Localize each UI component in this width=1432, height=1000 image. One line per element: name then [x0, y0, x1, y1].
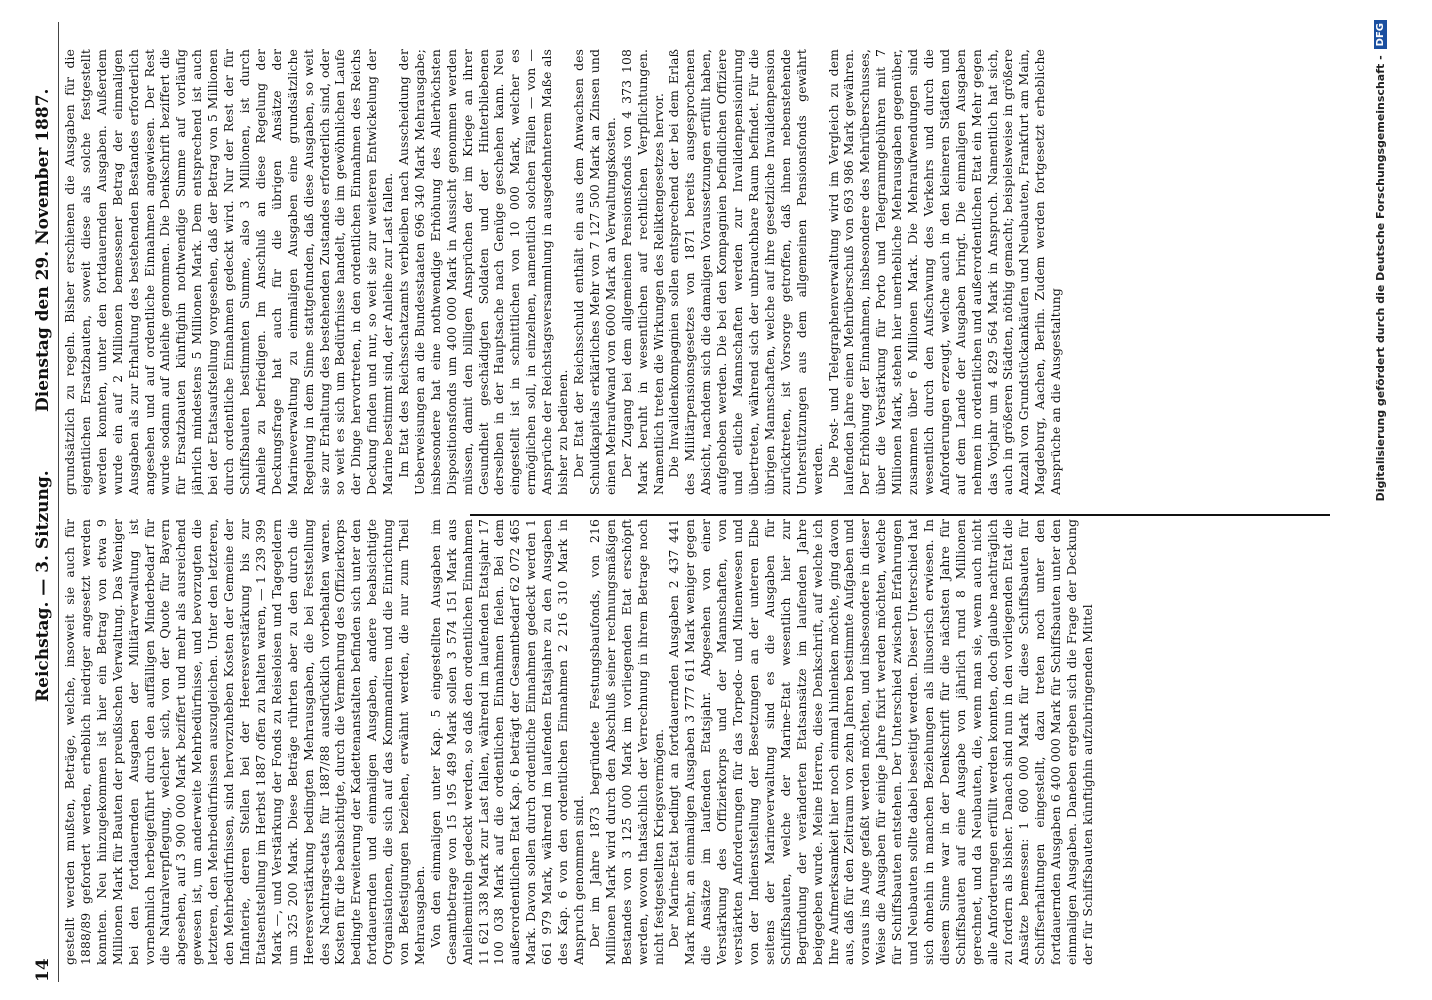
paragraph: Die Invalidenkompagnien sollen entsprechend der bei dem Erlaß des Militärpensionsgesetzes von 1871 bereits ausgesprochenen Absicht, nachdem sich die damaligen Voraussetzungen erfüllt haben, aufgehoben werden. Die bei den Kompagnien befindlichen Offiziere und etliche Mannschaften werden zur Invalidenpensionirung übertreten, während sich der unbrauchbare Raum befindet. Für die übrigen Mannschaften, welche auf ihre gesetzliche Invalidenpension zurücktreten, ist Vorsorge getroffen, daß ihnen nebenstehende Unterstützungen aus dem allgemeinen Pensionsfonds gewährt werden. — [666, 49, 825, 495]
paragraph: Der Zugang bei dem allgemeinen Pensionsfonds von 4 373 108 Mark beruht in wesentlichen auf rechtlichen Verpflichtungen. Namentlich treten die Wirkungen des Reliktengesetzes hervor. — [618, 49, 666, 495]
text-column-left — [62, 519, 1330, 965]
paragraph: gestellt werden mußten, Beträge, welche, insoweit sie auch für 1888/89 gefordert werden, erheblich niedriger angesetzt werden konnten. Neu hinzugekommen ist hier ein Betrag von etwa 9 Millionen Mark für Bauten der preußischen Verwaltung. Das Weniger bei den fortdauernden Ausgaben der Militärverwaltung ist vornehmlich herbeigeführt durch den auffälligen Minderbedarf für die Naturalverpflegung, welcher sich, von der Quote für Bayern abgesehen, auf 3 900 000 Mark beziffert und mehr als ausreichend gewesen ist, um anderweite Mehrbedürfnisse, und bevorzugten die letzteren, den Mehrbedürfnissen auszugleichen. Unter den letzteren, den Mehrbedürfnissen, sind hervorzuheben Kosten der Gemeine der Infanterie, deren Stellen bei der Heeresverstärkung bis zur Etatsentstellung im Herbst 1887 offen zu halten waren, — 1 239 399 Mark —, und Verstärkung der Fonds zu Reiseloisen und Tagegeldern um 325 200 Mark. Diese Beträge rührten aber zu den durch die Heeresverstärkung bedingten Mehrausgaben, die bei Feststellung des Nachtrags-etats für 1887/88 ausdrücklich vorbehalten waren. Kosten für die beabsichtigte, durch die Vermehrung des Offizierkorps bedingte Erweiterung der Kadettenanstalten befinden sich unter den fortdauernden und einmaligen Ausgaben, andere beabsichtigte Organisationen, die sich auf das Kommandiren und die Einrichtung von Befestigungen beziehen, erwähnt werden, die nur zum Theil Mehrausgaben. — [62, 519, 427, 965]
header-right-title: Dienstag den 29. November 1887. — [33, 88, 53, 412]
digitization-credit — [1370, 20, 1390, 1000]
paragraph: Die Post- und Telegraphenverwaltung wird im Vergleich zu dem laufenden Jahre einen Mehrüberschuß von 693 986 Mark gewähren. Der Erhöhung der Einnahmen, insbesondere des Mehrüberschusses, über die Verstärkung für Porto und Telegrammgebühren mit 7 Millionen Mark, stehen hier unerhebliche Mehrausgaben gegenüber, zusammen über 6 Millionen Mark. Die Mehraufwendungen sind wesentlich durch den Aufschwung des Verkehrs und durch die Anforderungen erzeugt, welche auch in den kleineren Städten und auf dem Lande der Ausgaben bringt. Die einmaligen Ausgaben nehmen im ordentlichen und außerordentlichen Etat ein Mehr gegen das Vorjahr um 4 829 564 Mark in Anspruch. Namentlich hat sich, auch in größeren Städten, nöthig gemacht; beispielsweise in größere Anzahl von Grundstückankäufen und Neubauten, Frankfurt am Main, Magdeburg, Aachen, Berlin. Zudem werden fortgesetzt erhebliche Ansprüche an die Ausgestaltung — [825, 49, 1064, 495]
column-divider — [470, 514, 1330, 516]
page-header — [30, 0, 56, 982]
paragraph: grundsätzlich zu regeln. Bisher erschienen die Ausgaben für die eigentlichen Ersatzbauten, soweit diese als solche festgestellt werden konnten, unter den fortdauernden Ausgaben. Außerdem wurde ein auf 2 Millionen bemessener Betrag der einmaligen Ausgaben als zur Erhaltung des bestehenden Bestandes erforderlich angesehen und auf ordentliche Einnahmen angewiesen. Der Rest wurde sodann auf Anleihe genommen. Die Denkschrift beziffert die für Ersatzbauten künftighin nothwendige Summe auf vorläufig jährlich mindestens 5 Millionen Mark. Dem entsprechend ist auch bei der Etatsaufstellung vorgesehen, daß der Betrag von 5 Millionen durch ordentliche Einnahmen gedeckt wird. Nur der Rest der für Schiffsbauten bestimmten Summe, also 3 Millionen, ist durch Anleihe zu befriedigen. Im Anschluß an diese Regelung der Deckungsfrage hat auch für die übrigen Ansätze der Marineverwaltung zu einmaligen Ausgaben eine grundsätzliche Regelung in dem Sinne stattgefunden, daß diese Ausgaben, so weit sie zur Erhaltung des bestehenden Zustandes erforderlich sind, oder so weit es sich um Bedürfnisse handelt, die im gewöhnlichen Laufe der Dinge hervortreten, in den ordentlichen Einnahmen des Reichs Deckung finden und nur, so weit sie zur weiteren Entwickelung der Marine bestimmt sind, der Anleihe zur Last fallen. — [62, 49, 396, 495]
paragraph: Der Etat der Reichsschuld enthält ein aus dem Anwachsen des Schuldkapitals erklärliches Mehr von 7 127 500 Mark an Zinsen und einen Mehraufwand von 6000 Mark an Verwaltungskosten. — [571, 49, 618, 495]
page-number: 14 — [33, 958, 53, 982]
header-rule — [58, 22, 59, 982]
paragraph: Der Marine-Etat bedingt an fortdauernden Ausgaben 2 437 441 Mark mehr, an einmaligen Ausgaben 3 777 611 Mark weniger gegen die Ansätze im laufenden Etatsjahr. Abgesehen von einer Verstärkung des Offizierkorps und der Mannschaften, von verstärkten Anforderungen für das Torpedo- und Minenwesen und von der Indienststellung der Besetzungen an der unteren Elbe seitens der Marineverwaltung sind es die Ausgaben für Schiffsbauten, welche der Marine-Etat wesentlich hier zur Begründung der veränderten Etatsansätze im laufenden Jahre beigegeben wurde. Meine Herren, diese Denkschrift, auf welche ich Ihre Aufmerksamkeit hier noch einmal hinlenken möchte, ging davon aus, daß für den Zeitraum von zehn Jahren bestimmte Aufgaben und voraus ins Auge gefaßt werden möchten, und insbesondere in dieser Weise die Ausgaben für einige Jahre fixirt werden möchten, welche für Schiffsbauten entstehen. Der Unterschied zwischen Erfahrungen und Neubauten sollte dabei beseitigt werden. Dieser Unterschied hat sich ohnehin in manchen Beziehungen als illusorisch erwiesen. In diesem Sinne war in der Denkschrift für die nächsten Jahre für Schiffsbauten auf eine Ausgabe von jährlich rund 8 Millionen gerechnet, und da Neubauten, die, wenn man sie, wenn auch nicht alle Anforderungen erfüllt werden konnten, doch glaube nachträglich zu fordern als bisher. Danach sind nun in den vorliegenden Etat die Ansätze bemessen: 1 600 000 Mark für diese Schiffsbauten für Schiffserhaltungen eingestellt, dazu treten noch unter den fortdauernden Ausgaben 6 400 000 Mark für Schiffsbauten unter den einmaligen Ausgaben. Daneben ergeben sich die Frage der Deckung der für Schiffsbauten künftighin aufzubringenden Mittel — [666, 519, 1095, 965]
paragraph: Im Etat des Reichsschatzamts verbleiben nach Ausscheidung der Ueberweisungen an die Bundesstaaten 696 340 Mark Mehrausgabe; insbesondere hat eine nothwendige Erhöhung des Allerhöchsten Dispositionsfonds um 400 000 Mark in Aussicht genommen werden müssen, damit den billigen Ansprüchen der im Kriege an ihrer Gesundheit geschädigten Soldaten und der Hinterbliebenen derselben in der Hauptsache nach Genüge geschehen kann. Neu eingestellt ist in schnittlichen von 10 000 Mark, welcher es ermöglichen soll, in einzelnen, namentlich solchen Fällen — von — Ansprüche der Reichstagsversammlung in ausgedehnterem Maße als bisher zu bedienen. — [396, 49, 571, 495]
header-left-title: Reichstag. — 3. Sitzung. — [33, 470, 53, 702]
text-column-right — [62, 49, 1330, 495]
dfg-logo-icon: DFG — [1374, 20, 1387, 49]
paragraph: Von den einmaligen unter Kap. 5 eingestellten Ausgaben im Gesamtbetrage von 15 195 489 Mark sollen 3 574 151 Mark aus Anleihemitteln gedeckt werden, so daß den ordentlichen Einnahmen 11 621 338 Mark zur Last fallen, während im laufenden Etatsjahr 17 100 038 Mark auf die ordentlichen Einnahmen fielen. Bei dem außerordentlichen Etat Kap. 6 beträgt der Gesamtbedarf 62 072 465 Mark. Davon sollen durch ordentliche Einnahmen gedeckt werden 1 661 979 Mark, während im laufenden Etatsjahre zu den Ausgaben des Kap. 6 von den ordentlichen Einnahmen 2 216 310 Mark in Anspruch genommen sind. — [427, 519, 586, 965]
paragraph: Der im Jahre 1873 begründete Festungsbaufonds, von 216 Millionen Mark wird durch den Abschluß seiner rechnungsmäßigen Bestandes von 3 125 000 Mark im vorliegenden Etat erschöpft werden, wovon thatsächlich der Verrechnung in ihrem Betrage noch nicht festgestellten Kriegsvermögen. — [586, 519, 666, 965]
digitization-note: Digitalisierung gefördert durch die Deutsche Forschungsgemeinschaft - — [1373, 55, 1387, 502]
